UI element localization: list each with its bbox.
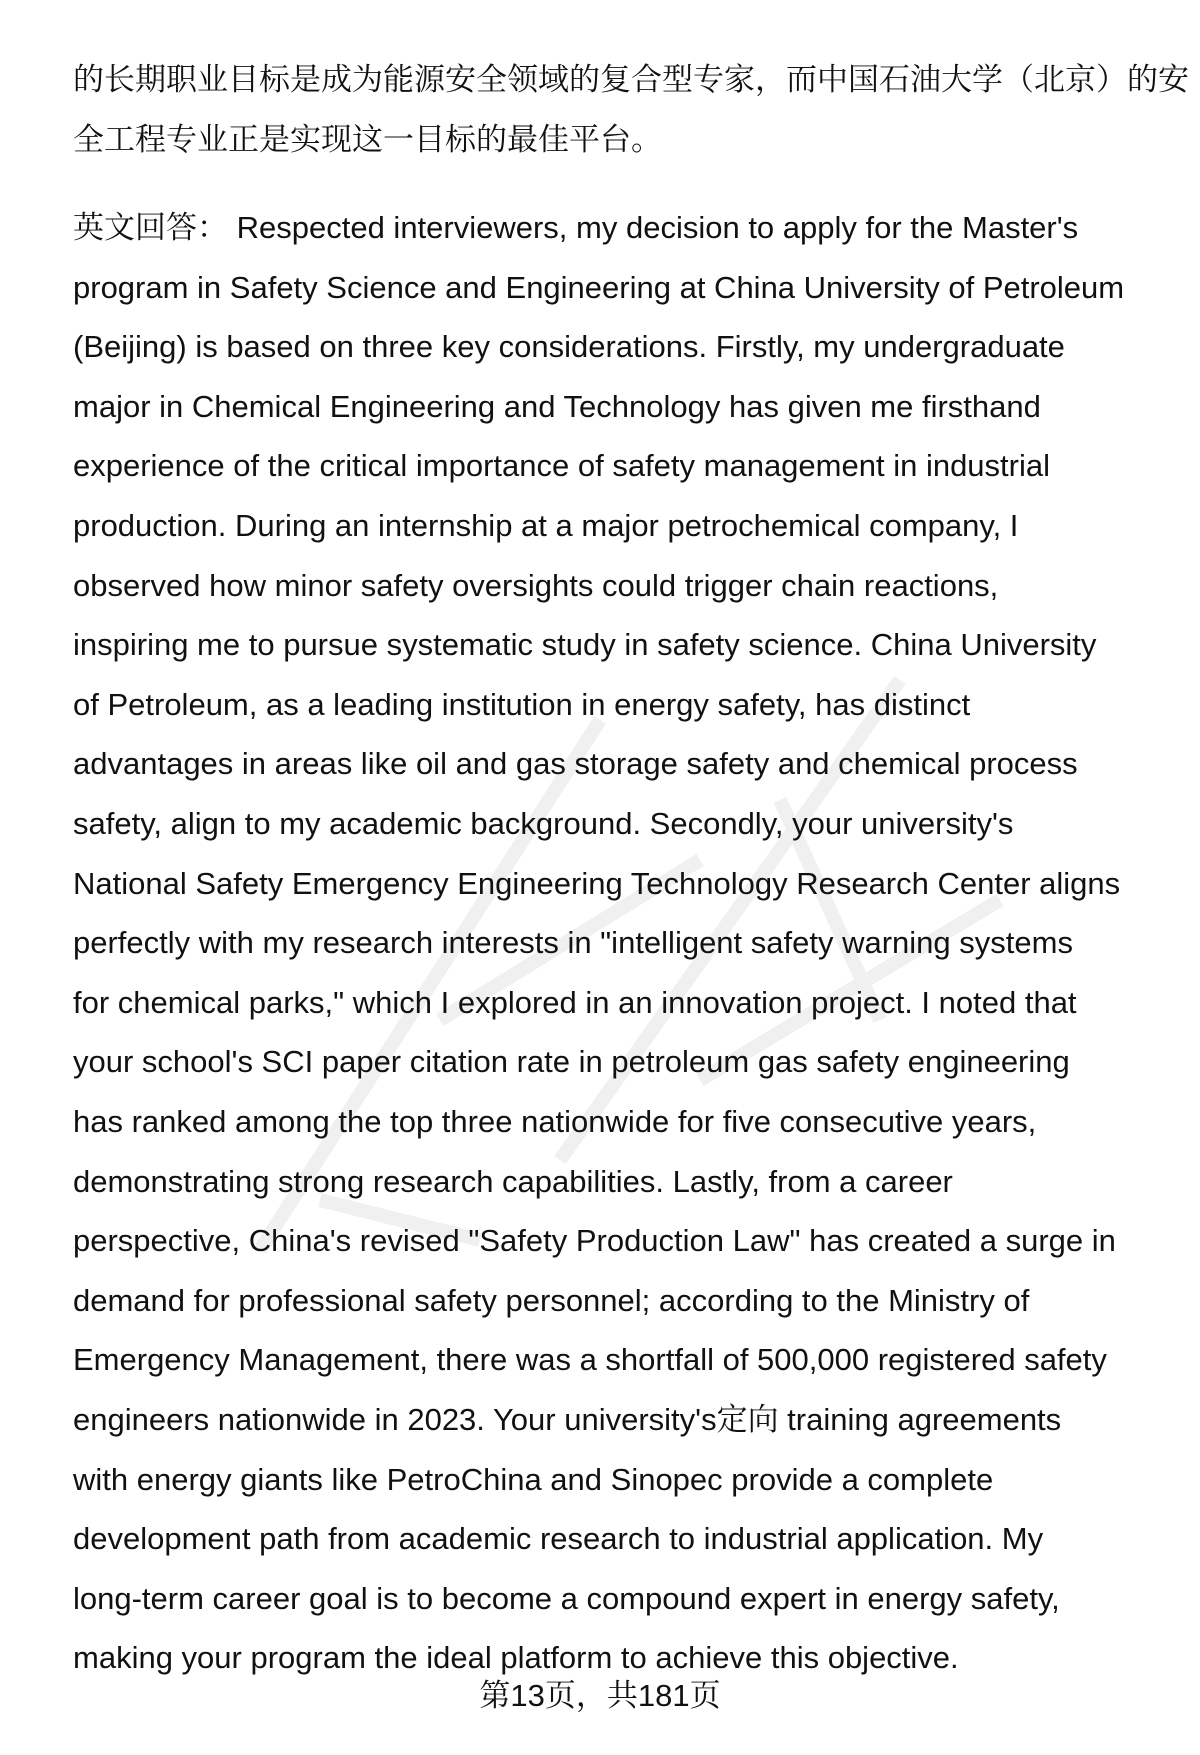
text-line: major in Chemical Engineering and Technology has given me firsthand: [73, 388, 1041, 424]
text-line: making your program the ideal platform to achieve this objective.: [73, 1640, 959, 1676]
text-line: (Beijing) is based on three key considerations. Firstly, my undergraduate: [73, 329, 1065, 365]
text-line: demand for professional safety personnel; according to the Ministry of: [73, 1282, 1030, 1318]
text-line: Emergency Management, there was a shortfall of 500,000 registered safety: [73, 1342, 1107, 1378]
text-line: of Petroleum, as a leading institution in energy safety, has distinct: [73, 686, 971, 722]
text-line: advantages in areas like oil and gas storage safety and chemical process: [73, 746, 1078, 782]
text-line: has ranked among the top three nationwide for five consecutive years,: [73, 1104, 1037, 1139]
text-line: demonstrating strong research capabilities. Lastly, from a career: [73, 1163, 953, 1199]
text-line: safety, align to my academic background. Secondly, your university's: [73, 806, 1014, 841]
text-line: observed how minor safety oversights could trigger chain reactions,: [73, 567, 999, 603]
text-line: engineers nationwide in 2023. Your university's定向 training agreements: [73, 1402, 1062, 1437]
text-line: 全工程专业正是实现这一目标的最佳平台。: [73, 121, 662, 157]
text-line: inspiring me to pursue systematic study in safety science. China University: [73, 627, 1097, 663]
text-line: development path from academic research to industrial application. My: [73, 1521, 1044, 1557]
text-line: perfectly with my research interests in "intelligent safety warning systems: [73, 925, 1073, 961]
text-line: experience of the critical importance of safety management in industrial: [73, 448, 1050, 484]
text-line: perspective, China's revised "Safety Production Law" has created a surge in: [73, 1223, 1116, 1259]
text-line: long-term career goal is to become a compound expert in energy safety,: [73, 1580, 1060, 1616]
text-line: National Safety Emergency Engineering Technology Research Center aligns: [73, 865, 1121, 901]
text-line: your school's SCI paper citation rate in petroleum gas safety engineering: [73, 1044, 1070, 1080]
text-line: for chemical parks," which I explored in an innovation project. I noted that: [73, 984, 1077, 1020]
text-line: program in Safety Science and Engineering at China University of Petroleum: [73, 269, 1125, 305]
page-number-footer: 第13页，共181页: [479, 1678, 721, 1713]
text-line: production. During an internship at a major petrochemical company, I: [73, 508, 1019, 543]
text-line: 的长期职业目标是成为能源安全领域的复合型专家，而中国石油大学（北京）的安: [73, 62, 1189, 97]
text-line: with energy giants like PetroChina and Sinopec provide a complete: [73, 1461, 994, 1497]
text-line: 英文回答： Respected interviewers, my decision to apply for the Master's: [73, 210, 1079, 245]
